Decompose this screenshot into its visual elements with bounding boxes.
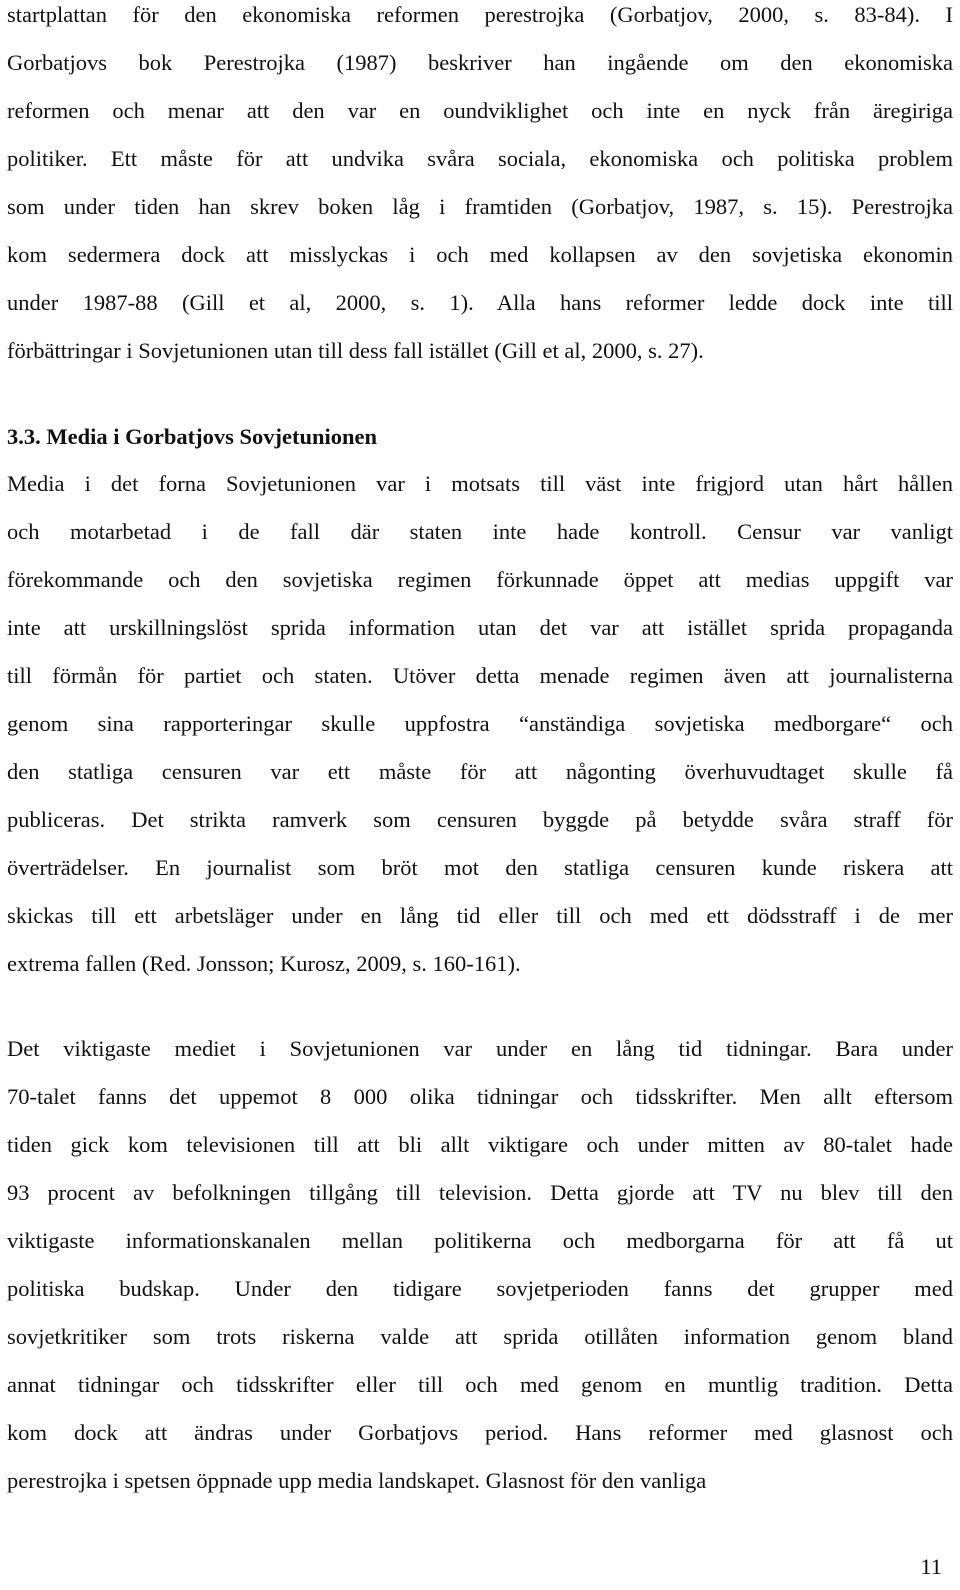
- paragraph-line: som under tiden han skrev boken låg i framtiden (Gorbatjov, 1987, s. 15). Perestrojka: [7, 194, 953, 219]
- paragraph-line: politiker. Ett måste för att undvika svåra sociala, ekonomiska och politiska problem: [7, 146, 953, 171]
- section-heading: 3.3. Media i Gorbatjovs Sovjetunionen: [7, 424, 378, 449]
- paragraph-line: tiden gick kom televisionen till att bli allt viktigare och under mitten av 80-talet hade: [7, 1132, 953, 1157]
- paragraph-line: den statliga censuren var ett måste för att någonting överhuvudtaget skulle få: [7, 759, 953, 784]
- paragraph-line: inte att urskillningslöst sprida information utan det var att istället sprida propaganda: [7, 615, 953, 640]
- paragraph-line: publiceras. Det strikta ramverk som censuren byggde på betydde svåra straff för: [7, 807, 953, 832]
- document-page: [7, 0, 953, 1590]
- paragraph-line: politiska budskap. Under den tidigare sovjetperioden fanns det grupper med: [7, 1276, 953, 1301]
- paragraph-line: förbättringar i Sovjetunionen utan till dess fall istället (Gill et al, 2000, s. 27).: [7, 338, 704, 363]
- paragraph-line: viktigaste informationskanalen mellan politikerna och medborgarna för att få ut: [7, 1228, 953, 1253]
- paragraph-line: Gorbatjovs bok Perestrojka (1987) beskriver han ingående om den ekonomiska: [7, 50, 953, 75]
- paragraph-line: 70-talet fanns det uppemot 8 000 olika tidningar och tidsskrifter. Men allt eftersom: [7, 1084, 953, 1109]
- paragraph-line: kom sedermera dock att misslyckas i och med kollapsen av den sovjetiska ekonomin: [7, 242, 953, 267]
- paragraph-line: Media i det forna Sovjetunionen var i motsats till väst inte frigjord utan hårt hållen: [7, 471, 953, 496]
- paragraph-line: extrema fallen (Red. Jonsson; Kurosz, 2009, s. 160-161).: [7, 951, 521, 976]
- paragraph-line: och motarbetad i de fall där staten inte hade kontroll. Censur var vanligt: [7, 519, 953, 544]
- paragraph-line: Det viktigaste mediet i Sovjetunionen var under en lång tid tidningar. Bara under: [7, 1036, 953, 1061]
- paragraph-line: till förmån för partiet och staten. Utöver detta menade regimen även att journalisterna: [7, 663, 953, 688]
- paragraph-line: kom dock att ändras under Gorbatjovs period. Hans reformer med glasnost och: [7, 1420, 953, 1445]
- paragraph-line: startplattan för den ekonomiska reformen perestrojka (Gorbatjov, 2000, s. 83-84). I: [7, 2, 953, 27]
- paragraph-line: perestrojka i spetsen öppnade upp media landskapet. Glasnost för den vanliga: [7, 1468, 707, 1493]
- paragraph-line: sovjetkritiker som trots riskerna valde att sprida otillåten information genom bland: [7, 1324, 953, 1349]
- paragraph-line: annat tidningar och tidsskrifter eller till och med genom en muntlig tradition. Detta: [7, 1372, 953, 1397]
- paragraph-line: 93 procent av befolkningen tillgång till television. Detta gjorde att TV nu blev till den: [7, 1180, 953, 1205]
- paragraph-line: skickas till ett arbetsläger under en lång tid eller till och med ett dödsstraff i de mer: [7, 903, 953, 928]
- paragraph-line: förekommande och den sovjetiska regimen förkunnade öppet att medias uppgift var: [7, 567, 953, 592]
- paragraph-line: under 1987-88 (Gill et al, 2000, s. 1). Alla hans reformer ledde dock inte till: [7, 290, 953, 315]
- paragraph-line: överträdelser. En journalist som bröt mot den statliga censuren kunde riskera att: [7, 855, 953, 880]
- paragraph-line: genom sina rapporteringar skulle uppfostra “anständiga sovjetiska medborgare“ och: [7, 711, 953, 736]
- paragraph-line: reformen och menar att den var en oundviklighet och inte en nyck från äregiriga: [7, 98, 953, 123]
- page-number: 11: [920, 1554, 942, 1579]
